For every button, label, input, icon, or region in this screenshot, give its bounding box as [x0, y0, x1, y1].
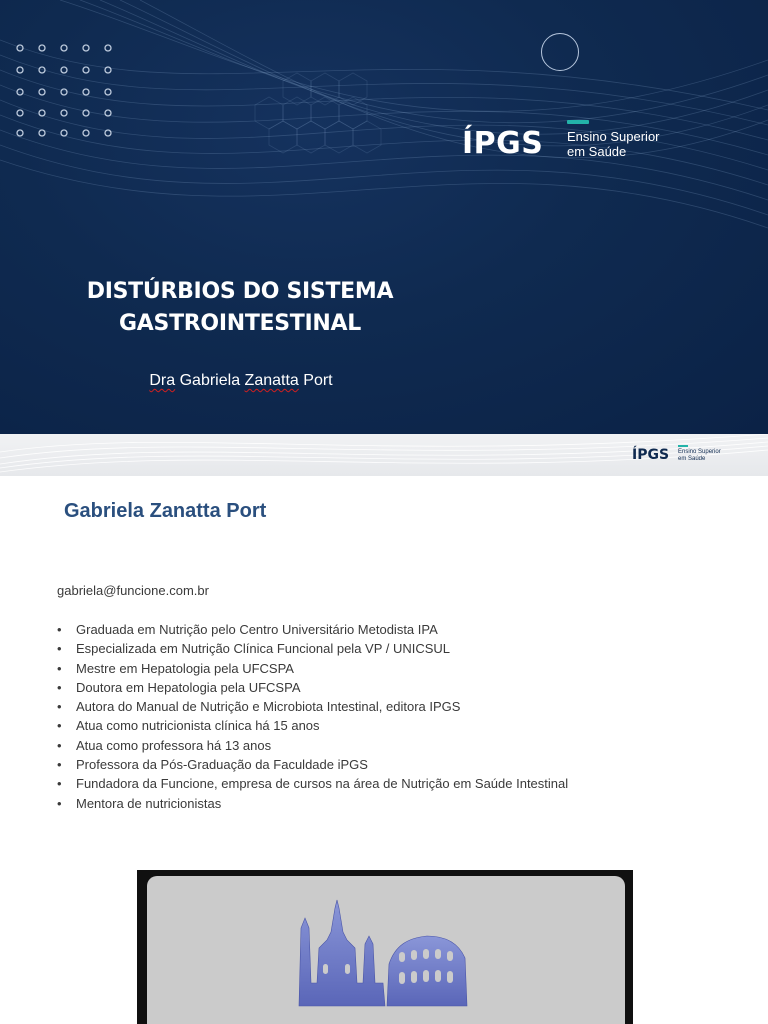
- monument-image-icon: [287, 888, 487, 1018]
- title-line-1: DISTÚRBIOS DO SISTEMA: [86, 279, 394, 304]
- author-middle: Zanatta: [244, 372, 299, 389]
- list-item: • Atua como nutricionista clínica há 15 anos: [57, 716, 568, 735]
- logo-tagline-small-1: Ensino Superior: [678, 449, 721, 455]
- logo-tagline-small-2: em Saúde: [678, 456, 706, 462]
- logo-accent-bar-small: [678, 445, 688, 447]
- circle-ring-icon: [541, 33, 579, 71]
- list-item: • Professora da Pós-Graduação da Faculdade iPGS: [57, 755, 568, 774]
- author-first: Gabriela: [179, 372, 241, 389]
- author-prefix: Dra: [149, 372, 176, 389]
- bio-bullet-list: [57, 620, 568, 813]
- logo-accent-bar: [567, 120, 589, 124]
- list-item: • Doutora em Hepatologia pela UFCSPA: [57, 678, 568, 697]
- list-item: • Atua como professora há 13 anos: [57, 736, 568, 755]
- logo-mark: ÍPGS: [462, 126, 544, 161]
- author-line: [60, 372, 422, 390]
- logo-tagline-2: em Saúde: [567, 144, 627, 159]
- title-line-2: GASTROINTESTINAL: [119, 311, 361, 336]
- list-item: • Graduada em Nutrição pelo Centro Universitário Metodista IPA: [57, 620, 568, 639]
- list-item: • Mentora de nutricionistas: [57, 794, 568, 813]
- photo-frame: [137, 870, 633, 1024]
- dot-grid-icon: [14, 42, 118, 140]
- bio-name: Gabriela Zanatta Port: [64, 500, 267, 522]
- logo-tagline-1: Ensino Superior: [567, 129, 660, 144]
- bio-slide: [0, 434, 768, 1024]
- title-slide: [0, 0, 768, 434]
- logo-mark-small: ÍPGS: [632, 447, 670, 463]
- list-item: • Especializada em Nutrição Clínica Funcional pela VP / UNICSUL: [57, 639, 568, 658]
- slide-title: [60, 276, 420, 340]
- list-item: • Mestre em Hepatologia pela UFCSPA: [57, 659, 568, 678]
- photo-panel: [147, 876, 625, 1024]
- author-last: Port: [303, 372, 333, 389]
- list-item: • Autora do Manual de Nutrição e Microbiota Intestinal, editora IPGS: [57, 697, 568, 716]
- bio-email: gabriela@funcione.com.br: [57, 583, 209, 598]
- header-band: [0, 434, 768, 476]
- list-item: • Fundadora da Funcione, empresa de cursos na área de Nutrição em Saúde Intestinal: [57, 774, 568, 793]
